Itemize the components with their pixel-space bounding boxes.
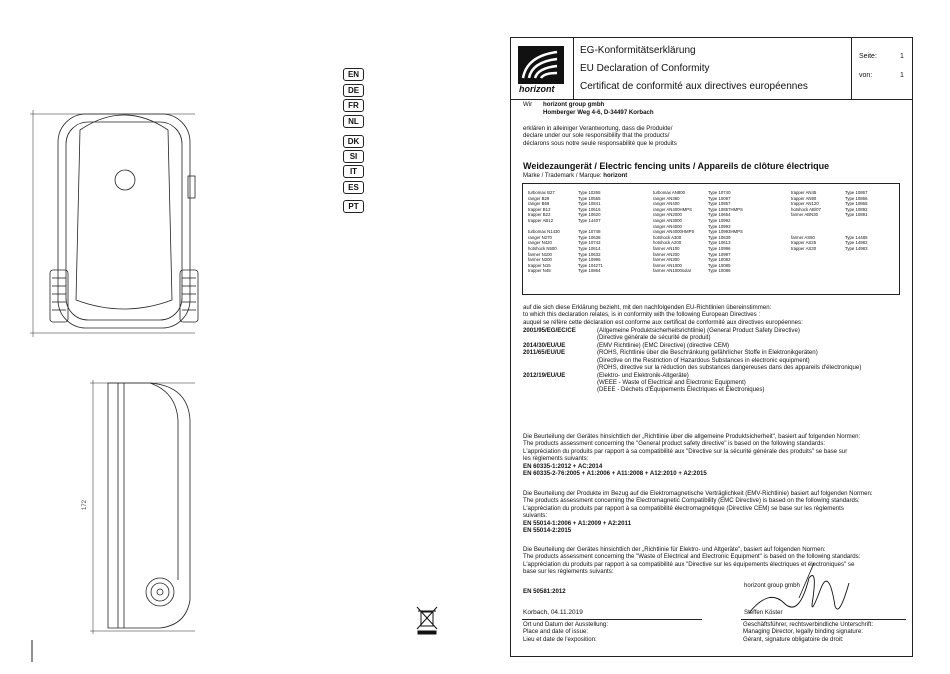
product-cell: Type 10857 [708, 201, 731, 207]
lang-it: IT [343, 165, 364, 178]
product-cell: ranger AN4000 [653, 223, 682, 229]
product-heading: Weidezaungerät / Electric fencing units / Appareils de clôture électrique [523, 161, 830, 171]
directive-line: (Elektro- und Elektronik-Altgeräte) [597, 371, 689, 379]
lang-si: SI [343, 150, 364, 163]
product-cell: Type 10085 [708, 262, 731, 268]
product-cell: ranger B69 [528, 201, 550, 207]
intro-line: auquel se réfère cette déclaration est conforme aux certificat de conformité aux directives européennes: [523, 318, 803, 326]
product-cell: ranger N420 [528, 240, 552, 246]
product-cell: trapper N15 [528, 262, 551, 268]
product-cell: Type 10620 [578, 212, 601, 218]
signer-name: Steffen Köster [744, 609, 783, 616]
product-cell: Type 10841 [578, 201, 601, 207]
emc-line: Die Beurteilung der Produkte im Bezug auf die Elektromagnetische Verträglichkeit (EMV-Richtlinie) basiert auf folgenden Normen: [523, 490, 873, 497]
front-view-drawing [30, 110, 198, 337]
product-cell: hotshock A300 [653, 234, 682, 240]
product-col3-types [845, 190, 867, 252]
product-col1-types [578, 190, 603, 274]
directive-intro [523, 304, 803, 326]
signer-label: Managing Director, legally binding signature: [743, 628, 863, 636]
product-cell: ranger AN3000 [653, 217, 682, 223]
product-cell: ranger AN2000 [653, 212, 682, 218]
product-cell: ranger AN360 [653, 195, 680, 201]
lang-de: DE [343, 84, 364, 97]
product-cell: Type 104271 [578, 262, 603, 268]
product-cell: Type 10614 [578, 245, 601, 251]
safety-section [523, 433, 860, 477]
handwritten-signature [739, 558, 859, 628]
trademark-line [523, 172, 627, 179]
product-cell: hotshock A200 [653, 240, 682, 246]
product-cell: trapper B22 [528, 212, 551, 218]
product-cell: Type 10993HMPS [708, 229, 743, 235]
trademark-value: horizont [603, 172, 628, 179]
product-cell: Type 10082 [708, 257, 731, 263]
product-cell: farmer AS50 [791, 234, 815, 240]
weee-line: base sur les règlements suivants: [523, 568, 614, 576]
directive-line: (WEEE - Waste of Electrical and Electronic Equipment) [597, 378, 746, 386]
emc-line: suivants: [523, 512, 548, 520]
safety-line: L'appréciation du produits par rapport à sa compatibilité aux "Directive sur la sécurité générale des produits" se base sur [523, 447, 848, 455]
manufacturer-name: horizont group gmbh [543, 101, 605, 108]
product-cell: farmer AN300 [653, 257, 680, 263]
product-cell: turbomax N1430 [528, 229, 560, 235]
safety-line: The products assessment concerning the "General product safety directive" is based on the following standards: [523, 440, 826, 448]
emc-standard: EN 55014-1:2006 + A1:2009 + A2:2011 [523, 519, 631, 527]
declare-line: erklären in alleiniger Verantwortung, dass die Produkte/ [523, 125, 673, 132]
manufacturer-address: Homberger Weg 4-6, D-34497 Korbach [543, 109, 654, 116]
product-cell: Type 14983 [845, 245, 868, 251]
product-cell: trapper AN45 [791, 190, 817, 195]
product-col2-types [708, 190, 743, 274]
product-col1-names [528, 190, 560, 274]
trademark-label: Marke / Trademark / Marque: [523, 172, 602, 179]
of-label: von: [859, 72, 873, 79]
page-info [851, 38, 912, 99]
product-col3-names [791, 190, 821, 252]
product-cell: Type 14485 [845, 234, 868, 240]
place-labels [523, 621, 608, 643]
document-header [511, 38, 912, 100]
product-col2-names [653, 190, 694, 274]
product-cell: Type 10864 [578, 268, 601, 274]
page-value: 1 [900, 53, 904, 60]
product-cell: ranger N270 [528, 234, 552, 240]
declare-line: declare under our sole responsibility that the products/ [523, 132, 670, 140]
weee-line: L'appréciation du produits par rapport à sa compatibilité aux "Directive sur les équipements électriques et électroniques" se [523, 560, 855, 568]
product-cell: Type 10996 [578, 257, 601, 263]
lang-en: EN [343, 68, 364, 81]
horizont-logo [511, 38, 574, 99]
product-cell: Type 10654 [708, 212, 731, 218]
product-cell: Type 10638 [578, 234, 601, 240]
product-cell: trapper B12 [528, 206, 551, 212]
product-cell: farmer N200 [528, 257, 552, 263]
product-cell: Type 10555 [578, 195, 601, 201]
title-fr: Certificat de conformité aux directives européennes [580, 81, 808, 92]
product-cell: farmer AN1000solar [653, 268, 692, 274]
signer-labels [743, 621, 873, 643]
declare-line: déclarons sous notre seule responsabilité que le produits [523, 139, 677, 147]
place-label: Lieu et date de l'exposition: [523, 635, 597, 643]
product-cell: Type 10857HMPS [708, 206, 743, 212]
lang-fr: FR [343, 99, 364, 112]
emc-standard: EN 55014-2:2015 [523, 527, 572, 535]
of-value: 1 [900, 72, 904, 79]
product-cell: Type 10892 [845, 206, 868, 212]
wir-label: Wir [523, 101, 533, 108]
product-cell: ranger AN4000HMPS [653, 229, 695, 235]
product-cell: trapper N45 [528, 268, 551, 274]
page-label: Seite: [859, 53, 877, 60]
lang-dk: DK [343, 135, 364, 148]
signer-label: Geschäftsführer, rechtsverbindliche Unterschrift: [743, 621, 874, 628]
product-cell: Type 10866 [845, 195, 868, 201]
safety-standard: EN 60335-2-76:2005 + A1:2006 + A11:2008 + A12:2010 + A2:2015 [523, 470, 707, 478]
directive-line: (Allgemeine Produktsicherheitsrichtlinie) (General Product Safety Directive) [597, 327, 800, 334]
title-de: EG-Konformitätserklärung [580, 45, 696, 56]
side-view-drawing [90, 380, 195, 634]
declaration-document [510, 37, 913, 657]
product-cell: Type 10613 [708, 240, 731, 246]
lang-nl: NL [343, 115, 364, 128]
product-cell: farmer AN200 [653, 251, 680, 257]
product-cell: trapper AS30 [791, 245, 817, 251]
intro-line: to which this declaration relates, is in conformity with the following European Directives : [523, 311, 761, 319]
product-cell: turbomax AN800 [653, 190, 686, 195]
directive-line: (EMV Richtlinie) (EMC Directive) (directive CEM) [597, 342, 730, 349]
product-cell: Type 10997 [708, 251, 731, 257]
product-cell: Type 10097 [708, 195, 731, 201]
lang-pt: PT [343, 200, 364, 213]
product-cell: ranger AN400 [653, 201, 680, 207]
product-cell: farmer AN100 [653, 245, 680, 251]
emc-section [523, 490, 873, 534]
emc-line: The products assessment concerning the Electromagnetic Compatibility (EMC Directive) is based on the following standards: [523, 497, 860, 505]
place-label: Place and date of issue: [523, 628, 589, 636]
product-cell: Type 10632 [578, 251, 601, 257]
product-cell: Type 14982 [845, 240, 868, 246]
product-cell: trapper AN120 [791, 201, 819, 207]
product-cell: ranger AN400HMPS [653, 206, 692, 212]
product-cell: farmer N100 [528, 251, 552, 257]
weee-line: Die Beurteilung der Gerätes hinsichtlich der „Richtlinie für Elektro- und Altgeräte", basiert auf folgenden Normen: [523, 546, 826, 553]
product-cell: Type 10616 [578, 206, 601, 212]
title-en: EU Declaration of Conformity [580, 63, 710, 74]
product-cell: Type 10740 [708, 190, 731, 195]
directive-line: (DEEE - Déchets d'Équipements Électriques et Électroniques) [597, 386, 765, 394]
directive-line: (ROHS, directive sur la réduction des substances dangereuses dans des appareils d'électronique) [597, 364, 862, 372]
directive-code: 2012/19/EU/UE [523, 371, 566, 379]
safety-line: les règlements suivants: [523, 455, 589, 463]
product-cell: turbomax B27 [528, 190, 555, 195]
signer-label: Gérant, signature obligatoire de droit: [743, 635, 844, 643]
place-label: Ort und Datum der Ausstellung: [523, 621, 609, 628]
document-titles [573, 38, 852, 99]
weee-bin-icon [417, 607, 437, 634]
weee-line: The products assessment concerning the "Waste of Electrical and Electronic Equipment" is based on the following standards: [523, 553, 861, 561]
product-cell: Type 10086 [708, 268, 731, 274]
product-cell: Type 10867 [845, 190, 868, 195]
declare-text [523, 125, 677, 147]
product-cell: farmer ABN30 [791, 212, 818, 218]
product-cell: trapper AB12 [528, 217, 554, 223]
directive-code: 2001/95/EG/EC/CE [523, 327, 576, 334]
product-cell: Type 10748 [578, 229, 601, 235]
lang-es: ES [343, 181, 364, 194]
directive-list [523, 327, 862, 394]
intro-line: auf die sich diese Erklärung bezieht, mit den nachfolgenden EU-Richtlinien übereinstimmen: [523, 304, 772, 311]
product-cell: Type 10742 [578, 240, 601, 246]
product-cell: hotshock AB/07 [791, 206, 821, 212]
place-date: Korbach, 04.11.2019 [523, 609, 583, 616]
product-cell: Type 14407 [578, 217, 601, 223]
directive-line: (Directive on the Restriction of Hazardous Substances in electronic equipment) [597, 356, 810, 364]
product-cell: Type 10639 [708, 234, 731, 240]
product-cell: trapper AN90 [791, 195, 817, 201]
weee-standard: EN 50581:2012 [523, 588, 566, 595]
safety-standard: EN 60335-1:2012 + AC:2014 [523, 462, 603, 470]
product-cell: Type 10992 [708, 217, 731, 223]
product-cell: Type 10993 [708, 223, 731, 229]
directive-code: 2014/30/EU/UE [523, 342, 566, 349]
directive-line: (Directive générale de sécurité de produit) [597, 334, 711, 342]
product-table [522, 183, 900, 295]
logo-brand: horizont [519, 84, 555, 94]
product-cell: Type 10265 [578, 190, 601, 195]
directive-code: 2011/65/EU/UE [523, 349, 566, 357]
manufacturer-block [523, 101, 605, 108]
product-cell: Type 10996 [708, 245, 731, 251]
product-cell: ranger B29 [528, 195, 550, 201]
product-cell: trapper AS25 [791, 240, 817, 246]
product-cell: Type 10865 [845, 201, 868, 207]
dimension-label: 172 [82, 499, 88, 510]
emc-line: L'appréciation du produits par rapport à sa compatibilité électromagnétique (Directive CEM) se base sur les règlements [523, 504, 844, 512]
product-cell: hotshock N500 [528, 245, 557, 251]
directive-line: (ROHS, Richtlinie über die Beschränkung gefährlicher Stoffe in Elektronikgeräten) [597, 349, 818, 357]
product-cell: farmer AN1000 [653, 262, 682, 268]
signature-company: horizont group gmbh [744, 582, 800, 589]
safety-line: Die Beurteilung der Gerätes hinsichtlich der „Richtlinie über die allgemeine Produktsicherheit", basiert auf folgenden Normen: [523, 433, 861, 440]
product-cell: Type 10891 [845, 212, 868, 218]
